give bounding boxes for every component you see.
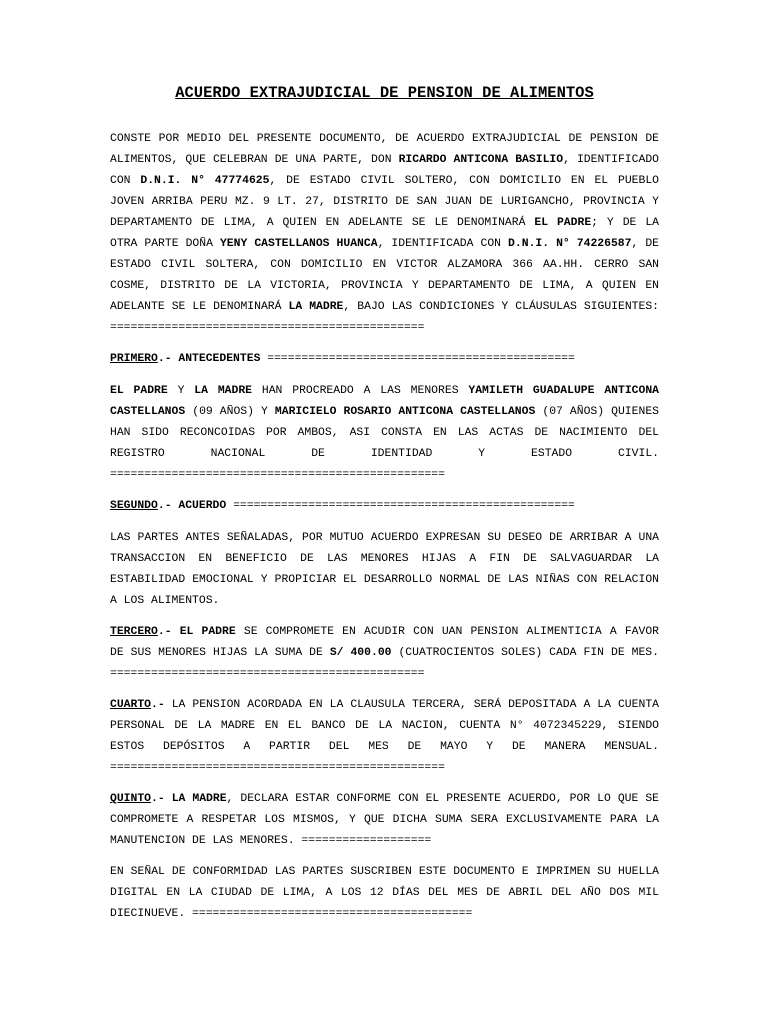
clause-separator: .- (151, 793, 172, 805)
clause-label: CUARTO (110, 699, 152, 711)
father-dni: D.N.I. N° 47774625 (140, 175, 270, 187)
intro-text: , DE ESTADO CIVIL SOLTERA, CON DOMICILIO EN VICTOR ALZAMORA 366 AA.HH. CERRO SAN COSME, DISTRITO DE LA VICTORIA, PROVINCIA Y DEPARTAMENTO DE LIMA, A QUIEN EN ADELANTE SE LE DENOMINARÁ (110, 238, 660, 313)
clause-segundo-body: LAS PARTES ANTES SEÑALADAS, POR MUTUO ACUERDO EXPRESAN SU DESEO DE ARRIBAR A UNA TRANSACCION EN BENEFICIO DE LAS MENORES HIJAS A FIN DE SALVAGUARDAR LA ESTABILIDAD EMOCIONAL Y PROPICIAR EL DESARROLLO NORMAL DE LAS NIÑAS CON RELACION A LOS ALIMENTOS. (110, 532, 659, 607)
mother-role: LA MADRE (194, 385, 252, 397)
clause-text: Y (167, 385, 195, 397)
clause-text: LA PENSION ACORDADA EN LA CLAUSULA TERCERA, SERÁ DEPOSITADA A LA CUENTA PERSONAL DE LA MADRE EN EL BANCO DE LA NACION, CUENTA N° 4072345229, SIENDO ESTOS DEPÓSITOS A PARTIR DEL MES DE MAYO Y DE MANERA MENSUAL. ================================================= (110, 699, 659, 774)
closing-paragraph: EN SEÑAL DE CONFORMIDAD LAS PARTES SUSCRIBEN ESTE DOCUMENTO E IMPRIMEN SU HUELLA DIGITAL EN LA CIUDAD DE LIMA, A LOS 12 DÍAS DEL MES DE ABRIL DEL AÑO DOS MIL DIECINUEVE. ========================================= (110, 866, 659, 920)
clause-label: QUINTO (110, 793, 152, 805)
intro-text: , IDENTIFICADO CON (110, 154, 659, 187)
clause-separator: .- (157, 353, 179, 365)
clause-label: SEGUNDO (110, 500, 158, 512)
clause-text: (09 AÑOS) Y (185, 406, 275, 418)
intro-paragraph (110, 129, 659, 339)
clause-quinto (110, 789, 659, 852)
clause-label: PRIMERO (110, 353, 158, 365)
mother-role: LA MADRE (288, 301, 344, 313)
clause-label: TERCERO (110, 626, 158, 638)
clause-primero-heading (110, 349, 659, 370)
clause-text: (CUATROCIENTOS SOLES) CADA FIN DE MES. ============================================== (110, 647, 659, 680)
clause-rule: ============================================= (260, 353, 575, 365)
clause-separator: .- (151, 699, 172, 711)
mother-dni: D.N.I. N° 74226587 (508, 238, 632, 250)
clause-title: ACUERDO (178, 500, 227, 512)
clause-separator: .- (157, 626, 180, 638)
clause-cuarto (110, 695, 659, 779)
pension-amount: S/ 400.00 (329, 647, 392, 659)
child-name: YAMILETH GUADALUPE ANTICONA CASTELLANOS (110, 385, 660, 418)
father-role: EL PADRE (110, 385, 168, 397)
clause-title: ANTECEDENTES (178, 353, 261, 365)
document-title: ACUERDO EXTRAJUDICIAL DE PENSION DE ALIMENTOS (175, 84, 594, 102)
clause-rule: ================================================== (226, 500, 575, 512)
intro-text: CONSTE POR MEDIO DEL PRESENTE DOCUMENTO, DE ACUERDO EXTRAJUDICIAL DE PENSION DE ALIMENTOS, QUE CELEBRAN DE UNA PARTE, DON (110, 133, 659, 166)
clause-text: (07 AÑOS) QUIENES HAN SIDO RECONCOIDAS POR AMBOS, ASI CONSTA EN LAS ACTAS DE NACIMIENTO DEL REGISTRO NACIONAL DE IDENTIDAD Y ESTADO CIVIL. ================================================= (110, 406, 659, 481)
mother-name: YENY CASTELLANOS HUANCA (219, 238, 378, 250)
mother-role: LA MADRE (171, 793, 227, 805)
father-role: EL PADRE (534, 217, 592, 229)
intro-text: , DE ESTADO CIVIL SOLTERO, CON DOMICILIO EN EL PUEBLO JOVEN ARRIBA PERU MZ. 9 LT. 27, DISTRITO DE SAN JUAN DE LURIGANCHO, PROVINCIA Y DEPARTAMENTO DE LIMA, A QUIEN EN ADELANTE SE LE DENOMINARÁ (110, 175, 659, 229)
clause-primero-body (110, 381, 659, 486)
child-name: MARICIELO ROSARIO ANTICONA CASTELLANOS (274, 406, 536, 418)
clause-text: SE COMPROMETE EN ACUDIR CON UAN PENSION ALIMENTICIA A FAVOR DE SUS MENORES HIJAS LA SUMA DE (110, 626, 659, 659)
father-name: RICARDO ANTICONA BASILIO (398, 154, 564, 166)
clause-segundo-heading (110, 496, 659, 517)
father-role: EL PADRE (179, 626, 236, 638)
document-page (110, 84, 659, 935)
intro-text: , IDENTIFICADA CON (377, 238, 509, 250)
clause-text: HAN PROCREADO A LAS MENORES (252, 385, 469, 397)
clause-tercero (110, 622, 659, 685)
intro-text: , BAJO LAS CONDICIONES Y CLÁUSULAS SIGUIENTES: ============================================== (110, 301, 660, 334)
clause-text: , DECLARA ESTAR CONFORME CON EL PRESENTE ACUERDO, POR LO QUE SE COMPROMETE A RESPETAR LOS MISMOS, Y QUE DICHA SUMA SERA EXCLUSIVAMENTE PARA LA MANUTENCION DE LAS MENORES. =================== (110, 793, 659, 847)
intro-text: ; Y DE LA OTRA PARTE DOÑA (110, 217, 659, 250)
clause-separator: .- (157, 500, 179, 512)
